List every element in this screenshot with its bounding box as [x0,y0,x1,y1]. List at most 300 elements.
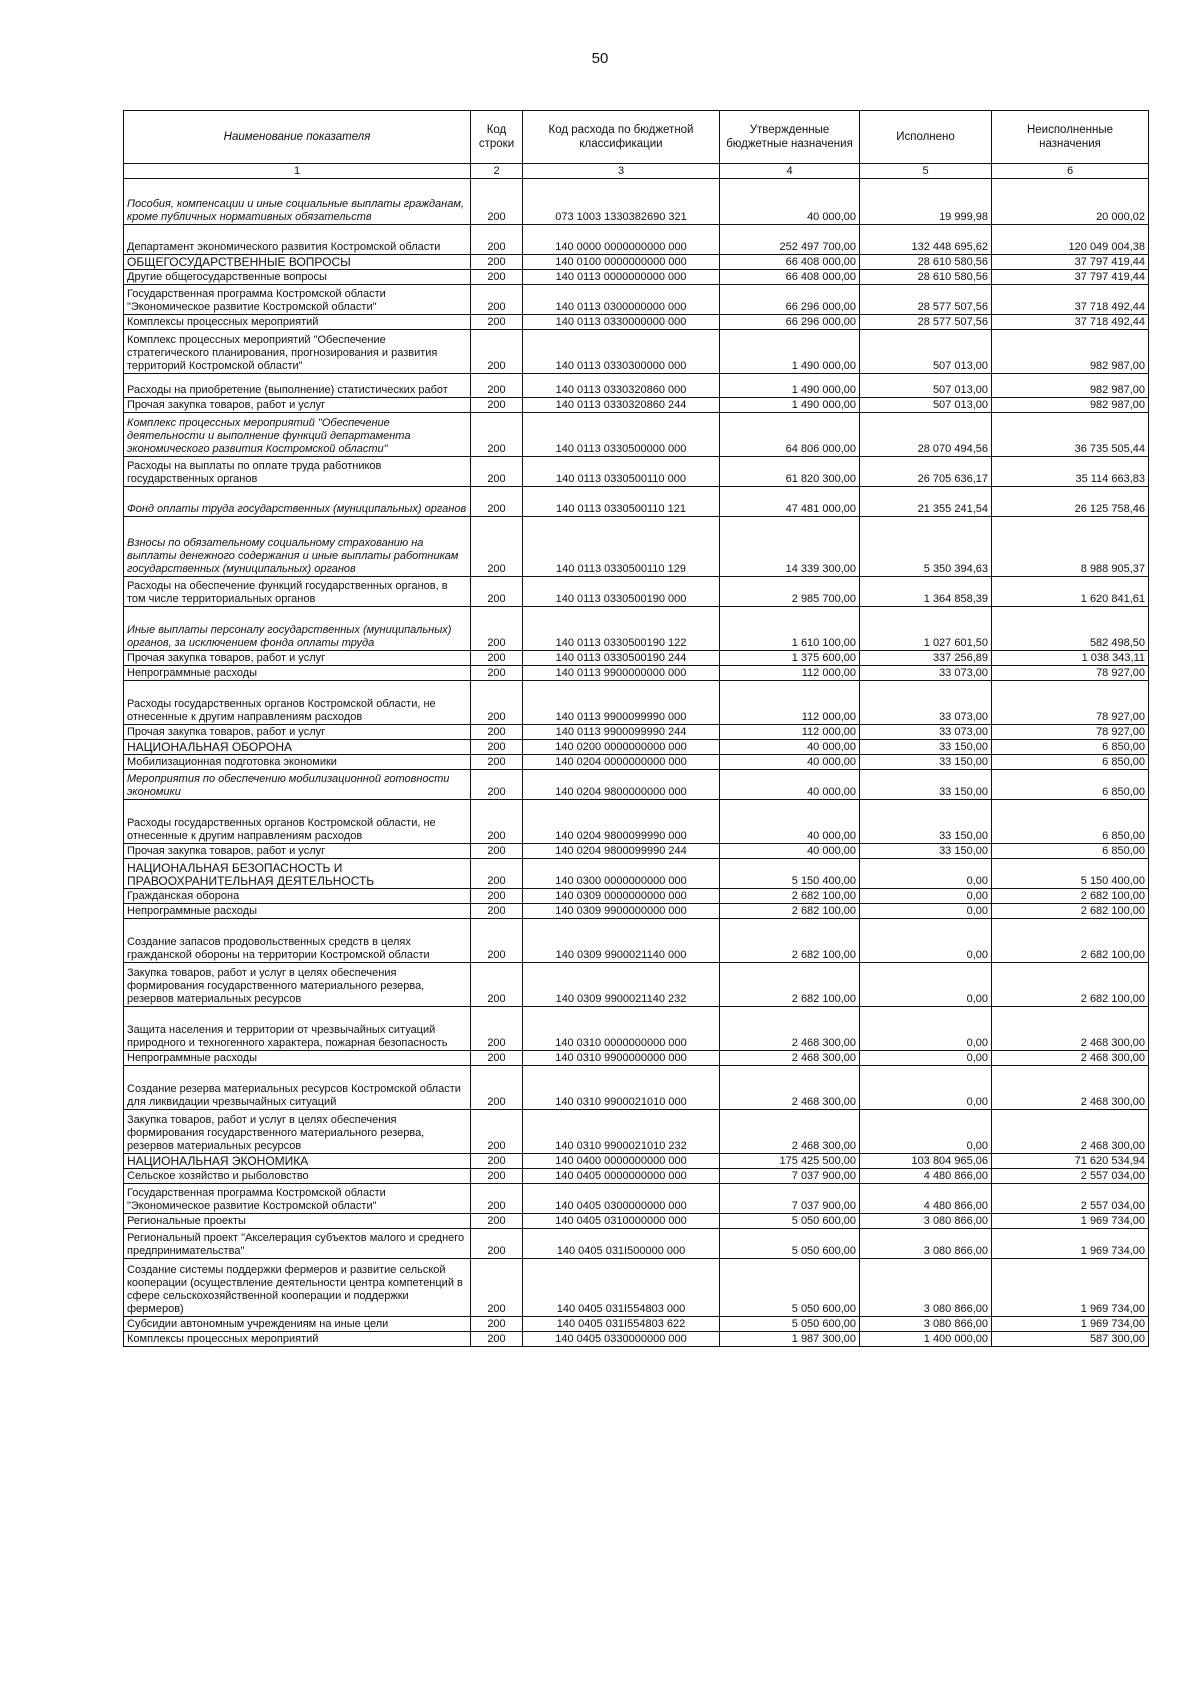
row-unexecuted: 982 987,00 [992,374,1149,398]
row-executed: 33 150,00 [860,740,992,755]
row-approved: 112 000,00 [720,666,860,681]
header-budget-code: Код расхода по бюджетной классификации [523,111,720,164]
row-name: Закупка товаров, работ и услуг в целях обеспечения формирования государственного материального резерва, резервов материальных ресурсов [124,1110,471,1154]
table-row [124,1317,1149,1332]
row-code: 200 [471,666,523,681]
row-code: 200 [471,330,523,374]
row-name: Прочая закупка товаров, работ и услуг [124,844,471,859]
table-row [124,315,1149,330]
row-unexecuted: 982 987,00 [992,398,1149,413]
column-number: 3 [523,164,720,179]
table-row [124,270,1149,285]
table-row [124,755,1149,770]
row-budget-code: 140 0100 0000000000 000 [523,255,720,270]
header-row [124,111,1149,164]
column-number: 6 [992,164,1149,179]
row-code: 200 [471,179,523,225]
table-row [124,1184,1149,1214]
row-code: 200 [471,1317,523,1332]
row-executed: 1 027 601,50 [860,607,992,651]
row-code: 200 [471,457,523,487]
row-code: 200 [471,740,523,755]
row-budget-code: 140 0204 9800000000 000 [523,770,720,800]
header-name: Наименование показателя [124,111,471,164]
row-code: 200 [471,889,523,904]
row-executed: 3 080 866,00 [860,1229,992,1259]
table-row [124,517,1149,577]
table-row [124,1066,1149,1110]
table-row [124,800,1149,844]
row-approved: 1 490 000,00 [720,374,860,398]
row-approved: 175 425 500,00 [720,1154,860,1169]
row-executed: 0,00 [860,859,992,889]
row-name: Мероприятия по обеспечению мобилизационной готовности экономики [124,770,471,800]
row-executed: 337 256,89 [860,651,992,666]
row-approved: 61 820 300,00 [720,457,860,487]
row-approved: 2 985 700,00 [720,577,860,607]
row-budget-code: 140 0405 0330000000 000 [523,1332,720,1347]
row-code: 200 [471,770,523,800]
row-approved: 1 490 000,00 [720,330,860,374]
table-row [124,1259,1149,1317]
row-executed: 33 150,00 [860,755,992,770]
row-name: Создание резерва материальных ресурсов Костромской области для ликвидации чрезвычайных ситуаций [124,1066,471,1110]
row-approved: 2 682 100,00 [720,889,860,904]
row-approved: 112 000,00 [720,725,860,740]
column-number: 5 [860,164,992,179]
row-approved: 2 682 100,00 [720,919,860,963]
row-code: 200 [471,800,523,844]
row-approved: 2 468 300,00 [720,1110,860,1154]
row-budget-code: 140 0310 9900000000 000 [523,1051,720,1066]
table-row [124,1169,1149,1184]
row-executed: 0,00 [860,919,992,963]
row-unexecuted: 6 850,00 [992,755,1149,770]
row-budget-code: 140 0113 0330500190 000 [523,577,720,607]
row-budget-code: 140 0300 0000000000 000 [523,859,720,889]
row-unexecuted: 36 735 505,44 [992,413,1149,457]
row-code: 200 [471,963,523,1007]
row-code: 200 [471,1214,523,1229]
column-number: 2 [471,164,523,179]
row-approved: 40 000,00 [720,844,860,859]
row-name: Защита населения и территории от чрезвычайных ситуаций природного и техногенного характера, пожарная безопасность [124,1007,471,1051]
row-unexecuted: 1 620 841,61 [992,577,1149,607]
row-executed: 0,00 [860,1066,992,1110]
row-code: 200 [471,487,523,517]
row-budget-code: 140 0405 0000000000 000 [523,1169,720,1184]
row-budget-code: 140 0113 0330500190 244 [523,651,720,666]
row-name: Государственная программа Костромской области "Экономическое развитие Костромской области" [124,285,471,315]
row-approved: 66 296 000,00 [720,285,860,315]
row-code: 200 [471,270,523,285]
row-name: Непрограммные расходы [124,666,471,681]
table-row [124,374,1149,398]
table-row [124,651,1149,666]
row-executed: 0,00 [860,1007,992,1051]
row-code: 200 [471,255,523,270]
row-approved: 1 375 600,00 [720,651,860,666]
row-code: 200 [471,651,523,666]
column-number: 1 [124,164,471,179]
row-unexecuted: 5 150 400,00 [992,859,1149,889]
row-executed: 1 364 858,39 [860,577,992,607]
row-budget-code: 140 0405 0310000000 000 [523,1214,720,1229]
row-executed: 1 400 000,00 [860,1332,992,1347]
row-approved: 2 682 100,00 [720,904,860,919]
table-row [124,889,1149,904]
row-executed: 19 999,98 [860,179,992,225]
table-row [124,681,1149,725]
table-row [124,1110,1149,1154]
row-code: 200 [471,1229,523,1259]
table-row [124,487,1149,517]
row-budget-code: 140 0200 0000000000 000 [523,740,720,755]
row-code: 200 [471,1184,523,1214]
row-budget-code: 140 0113 0330320860 244 [523,398,720,413]
row-budget-code: 140 0405 0300000000 000 [523,1184,720,1214]
row-name: Субсидии автономным учреждениям на иные цели [124,1317,471,1332]
row-executed: 5 350 394,63 [860,517,992,577]
row-name: Региональные проекты [124,1214,471,1229]
row-code: 200 [471,1007,523,1051]
table-row [124,1229,1149,1259]
row-approved: 47 481 000,00 [720,487,860,517]
row-budget-code: 140 0310 0000000000 000 [523,1007,720,1051]
row-unexecuted: 2 468 300,00 [992,1066,1149,1110]
row-name: НАЦИОНАЛЬНАЯ БЕЗОПАСНОСТЬ И ПРАВООХРАНИТЕЛЬНАЯ ДЕЯТЕЛЬНОСТЬ [124,859,471,889]
row-budget-code: 140 0113 0330500110 121 [523,487,720,517]
row-name: Создание системы поддержки фермеров и развитие сельской кооперации (осуществление деятельности центра компетенций в сфере сельскохозяйственной кооперации и поддержки фермеров) [124,1259,471,1317]
row-code: 200 [471,285,523,315]
row-code: 200 [471,844,523,859]
row-name: Непрограммные расходы [124,904,471,919]
row-code: 200 [471,374,523,398]
row-approved: 14 339 300,00 [720,517,860,577]
row-unexecuted: 37 718 492,44 [992,285,1149,315]
row-budget-code: 140 0310 9900021010 232 [523,1110,720,1154]
row-unexecuted: 6 850,00 [992,770,1149,800]
row-budget-code: 140 0113 0330500110 000 [523,457,720,487]
row-budget-code: 140 0309 9900021140 232 [523,963,720,1007]
row-executed: 0,00 [860,904,992,919]
row-code: 200 [471,1066,523,1110]
row-executed: 132 448 695,62 [860,225,992,255]
row-budget-code: 140 0309 9900021140 000 [523,919,720,963]
row-budget-code: 140 0309 9900000000 000 [523,904,720,919]
row-code: 200 [471,315,523,330]
table-row [124,398,1149,413]
row-approved: 40 000,00 [720,770,860,800]
row-executed: 26 705 636,17 [860,457,992,487]
row-approved: 40 000,00 [720,740,860,755]
row-unexecuted: 1 969 734,00 [992,1317,1149,1332]
row-budget-code: 140 0400 0000000000 000 [523,1154,720,1169]
table-row [124,1154,1149,1169]
row-name: Комплекс процессных мероприятий "Обеспечение деятельности и выполнение функций департамента экономического развития Костромской области" [124,413,471,457]
row-unexecuted: 35 114 663,83 [992,457,1149,487]
table-row [124,285,1149,315]
row-name: Расходы государственных органов Костромской области, не отнесенные к другим направлениям расходов [124,800,471,844]
row-budget-code: 140 0204 9800099990 244 [523,844,720,859]
row-unexecuted: 2 682 100,00 [992,919,1149,963]
row-unexecuted: 1 969 734,00 [992,1259,1149,1317]
row-unexecuted: 587 300,00 [992,1332,1149,1347]
row-unexecuted: 1 969 734,00 [992,1214,1149,1229]
row-executed: 4 480 866,00 [860,1184,992,1214]
row-budget-code: 140 0405 031I554803 622 [523,1317,720,1332]
table-row [124,179,1149,225]
row-budget-code: 140 0113 0330000000 000 [523,315,720,330]
row-executed: 3 080 866,00 [860,1259,992,1317]
row-code: 200 [471,904,523,919]
row-name: Прочая закупка товаров, работ и услуг [124,725,471,740]
row-unexecuted: 37 797 419,44 [992,270,1149,285]
table-row [124,1214,1149,1229]
table-row [124,457,1149,487]
row-budget-code: 140 0405 031I500000 000 [523,1229,720,1259]
row-approved: 66 296 000,00 [720,315,860,330]
row-budget-code: 140 0113 0330500190 122 [523,607,720,651]
row-name: Прочая закупка товаров, работ и услуг [124,651,471,666]
row-executed: 0,00 [860,1051,992,1066]
table-row [124,740,1149,755]
row-name: Иные выплаты персоналу государственных (муниципальных) органов, за исключением фонда оплаты труда [124,607,471,651]
row-code: 200 [471,755,523,770]
column-number: 4 [720,164,860,179]
header-executed: Исполнено [860,111,992,164]
row-executed: 33 073,00 [860,725,992,740]
row-executed: 3 080 866,00 [860,1317,992,1332]
row-executed: 0,00 [860,963,992,1007]
row-executed: 103 804 965,06 [860,1154,992,1169]
table-row [124,770,1149,800]
table-row [124,1332,1149,1347]
row-name: Комплексы процессных мероприятий [124,315,471,330]
row-code: 200 [471,517,523,577]
row-unexecuted: 120 049 004,38 [992,225,1149,255]
row-executed: 33 073,00 [860,666,992,681]
row-unexecuted: 582 498,50 [992,607,1149,651]
row-approved: 112 000,00 [720,681,860,725]
table-row [124,577,1149,607]
row-code: 200 [471,413,523,457]
row-budget-code: 073 1003 1330382690 321 [523,179,720,225]
row-budget-code: 140 0113 9900099990 000 [523,681,720,725]
row-name: Взносы по обязательному социальному страхованию на выплаты денежного содержания и иные выплаты работникам государственных (муниципальных) органов [124,517,471,577]
row-approved: 40 000,00 [720,179,860,225]
row-unexecuted: 8 988 905,37 [992,517,1149,577]
row-unexecuted: 982 987,00 [992,330,1149,374]
row-executed: 3 080 866,00 [860,1214,992,1229]
table-row [124,666,1149,681]
row-approved: 7 037 900,00 [720,1184,860,1214]
row-approved: 66 408 000,00 [720,270,860,285]
row-unexecuted: 78 927,00 [992,725,1149,740]
row-executed: 4 480 866,00 [860,1169,992,1184]
row-name: Государственная программа Костромской области "Экономическое развитие Костромской области" [124,1184,471,1214]
row-name: Региональный проект "Акселерация субъектов малого и среднего предпринимательства" [124,1229,471,1259]
row-code: 200 [471,681,523,725]
header-approved: Утвержденные бюджетные назначения [720,111,860,164]
row-unexecuted: 6 850,00 [992,740,1149,755]
table-row [124,844,1149,859]
row-executed: 28 577 507,56 [860,315,992,330]
row-name: Пособия, компенсации и иные социальные выплаты гражданам, кроме публичных нормативных обязательств [124,179,471,225]
row-budget-code: 140 0113 0330500110 129 [523,517,720,577]
row-code: 200 [471,725,523,740]
row-code: 200 [471,919,523,963]
row-unexecuted: 20 000,02 [992,179,1149,225]
row-unexecuted: 1 969 734,00 [992,1229,1149,1259]
row-code: 200 [471,398,523,413]
table-row [124,859,1149,889]
row-executed: 28 577 507,56 [860,285,992,315]
row-executed: 28 610 580,56 [860,270,992,285]
column-number-row [124,164,1149,179]
row-budget-code: 140 0113 0300000000 000 [523,285,720,315]
row-approved: 40 000,00 [720,755,860,770]
row-approved: 252 497 700,00 [720,225,860,255]
row-approved: 2 468 300,00 [720,1007,860,1051]
row-unexecuted: 78 927,00 [992,666,1149,681]
row-name: Расходы на обеспечение функций государственных органов, в том числе территориальных органов [124,577,471,607]
row-unexecuted: 2 468 300,00 [992,1051,1149,1066]
row-unexecuted: 2 557 034,00 [992,1184,1149,1214]
table-row [124,255,1149,270]
row-budget-code: 140 0000 0000000000 000 [523,225,720,255]
row-executed: 28 070 494,56 [860,413,992,457]
row-name: ОБЩЕГОСУДАРСТВЕННЫЕ ВОПРОСЫ [124,255,471,270]
header-unexecuted: Неисполненные назначения [992,111,1149,164]
row-code: 200 [471,1332,523,1347]
row-name: Закупка товаров, работ и услуг в целях обеспечения формирования государственного материального резерва, резервов материальных ресурсов [124,963,471,1007]
row-approved: 5 050 600,00 [720,1214,860,1229]
row-budget-code: 140 0405 031I554803 000 [523,1259,720,1317]
row-budget-code: 140 0113 0330500000 000 [523,413,720,457]
row-budget-code: 140 0204 0000000000 000 [523,755,720,770]
table-row [124,1051,1149,1066]
row-executed: 33 073,00 [860,681,992,725]
page-number: 50 [591,50,609,67]
row-budget-code: 140 0113 0000000000 000 [523,270,720,285]
row-approved: 5 150 400,00 [720,859,860,889]
row-unexecuted: 2 682 100,00 [992,904,1149,919]
row-code: 200 [471,225,523,255]
row-code: 200 [471,1051,523,1066]
row-executed: 21 355 241,54 [860,487,992,517]
row-name: Комплекс процессных мероприятий "Обеспечение стратегического планирования, прогнозирования и развития территорий Костромской области" [124,330,471,374]
row-approved: 64 806 000,00 [720,413,860,457]
row-name: НАЦИОНАЛЬНАЯ ЭКОНОМИКА [124,1154,471,1169]
row-approved: 1 490 000,00 [720,398,860,413]
row-executed: 0,00 [860,1110,992,1154]
row-unexecuted: 71 620 534,94 [992,1154,1149,1169]
row-executed: 507 013,00 [860,374,992,398]
row-name: Другие общегосударственные вопросы [124,270,471,285]
row-unexecuted: 26 125 758,46 [992,487,1149,517]
table-row [124,904,1149,919]
row-unexecuted: 37 797 419,44 [992,255,1149,270]
row-executed: 507 013,00 [860,330,992,374]
row-code: 200 [471,1110,523,1154]
row-executed: 507 013,00 [860,398,992,413]
table-row [124,413,1149,457]
row-budget-code: 140 0113 0330320860 000 [523,374,720,398]
row-unexecuted: 2 682 100,00 [992,963,1149,1007]
row-code: 200 [471,1154,523,1169]
budget-execution-table [123,110,1149,1347]
row-unexecuted: 2 557 034,00 [992,1169,1149,1184]
row-name: Расходы государственных органов Костромской области, не отнесенные к другим направлениям расходов [124,681,471,725]
row-approved: 2 468 300,00 [720,1066,860,1110]
row-approved: 2 682 100,00 [720,963,860,1007]
table-row [124,919,1149,963]
row-approved: 2 468 300,00 [720,1051,860,1066]
row-unexecuted: 37 718 492,44 [992,315,1149,330]
row-name: Комплексы процессных мероприятий [124,1332,471,1347]
row-approved: 7 037 900,00 [720,1169,860,1184]
table-row [124,1007,1149,1051]
table-row [124,330,1149,374]
table-row [124,963,1149,1007]
row-name: Непрограммные расходы [124,1051,471,1066]
row-executed: 33 150,00 [860,800,992,844]
row-name: Прочая закупка товаров, работ и услуг [124,398,471,413]
row-approved: 1 987 300,00 [720,1332,860,1347]
header-code: Код строки [471,111,523,164]
row-approved: 5 050 600,00 [720,1259,860,1317]
row-code: 200 [471,577,523,607]
row-unexecuted: 2 468 300,00 [992,1007,1149,1051]
row-unexecuted: 78 927,00 [992,681,1149,725]
row-code: 200 [471,1259,523,1317]
row-name: Расходы на выплаты по оплате труда работников государственных органов [124,457,471,487]
row-name: НАЦИОНАЛЬНАЯ ОБОРОНА [124,740,471,755]
row-name: Гражданская оборона [124,889,471,904]
row-name: Мобилизационная подготовка экономики [124,755,471,770]
row-approved: 40 000,00 [720,800,860,844]
table-row [124,725,1149,740]
row-name: Департамент экономического развития Костромской области [124,225,471,255]
row-executed: 0,00 [860,889,992,904]
row-unexecuted: 6 850,00 [992,800,1149,844]
row-budget-code: 140 0204 9800099990 000 [523,800,720,844]
row-executed: 33 150,00 [860,844,992,859]
row-budget-code: 140 0113 0330300000 000 [523,330,720,374]
row-code: 200 [471,607,523,651]
row-budget-code: 140 0309 0000000000 000 [523,889,720,904]
row-approved: 5 050 600,00 [720,1317,860,1332]
table-row [124,607,1149,651]
row-code: 200 [471,859,523,889]
row-unexecuted: 2 682 100,00 [992,889,1149,904]
row-unexecuted: 6 850,00 [992,844,1149,859]
row-code: 200 [471,1169,523,1184]
row-name: Сельское хозяйство и рыболовство [124,1169,471,1184]
table-row [124,225,1149,255]
row-executed: 33 150,00 [860,770,992,800]
row-budget-code: 140 0113 9900099990 244 [523,725,720,740]
row-approved: 1 610 100,00 [720,607,860,651]
row-unexecuted: 2 468 300,00 [992,1110,1149,1154]
row-approved: 5 050 600,00 [720,1229,860,1259]
row-name: Создание запасов продовольственных средств в целях гражданской обороны на территории Костромской области [124,919,471,963]
row-name: Расходы на приобретение (выполнение) статистических работ [124,374,471,398]
row-executed: 28 610 580,56 [860,255,992,270]
row-budget-code: 140 0310 9900021010 000 [523,1066,720,1110]
row-budget-code: 140 0113 9900000000 000 [523,666,720,681]
